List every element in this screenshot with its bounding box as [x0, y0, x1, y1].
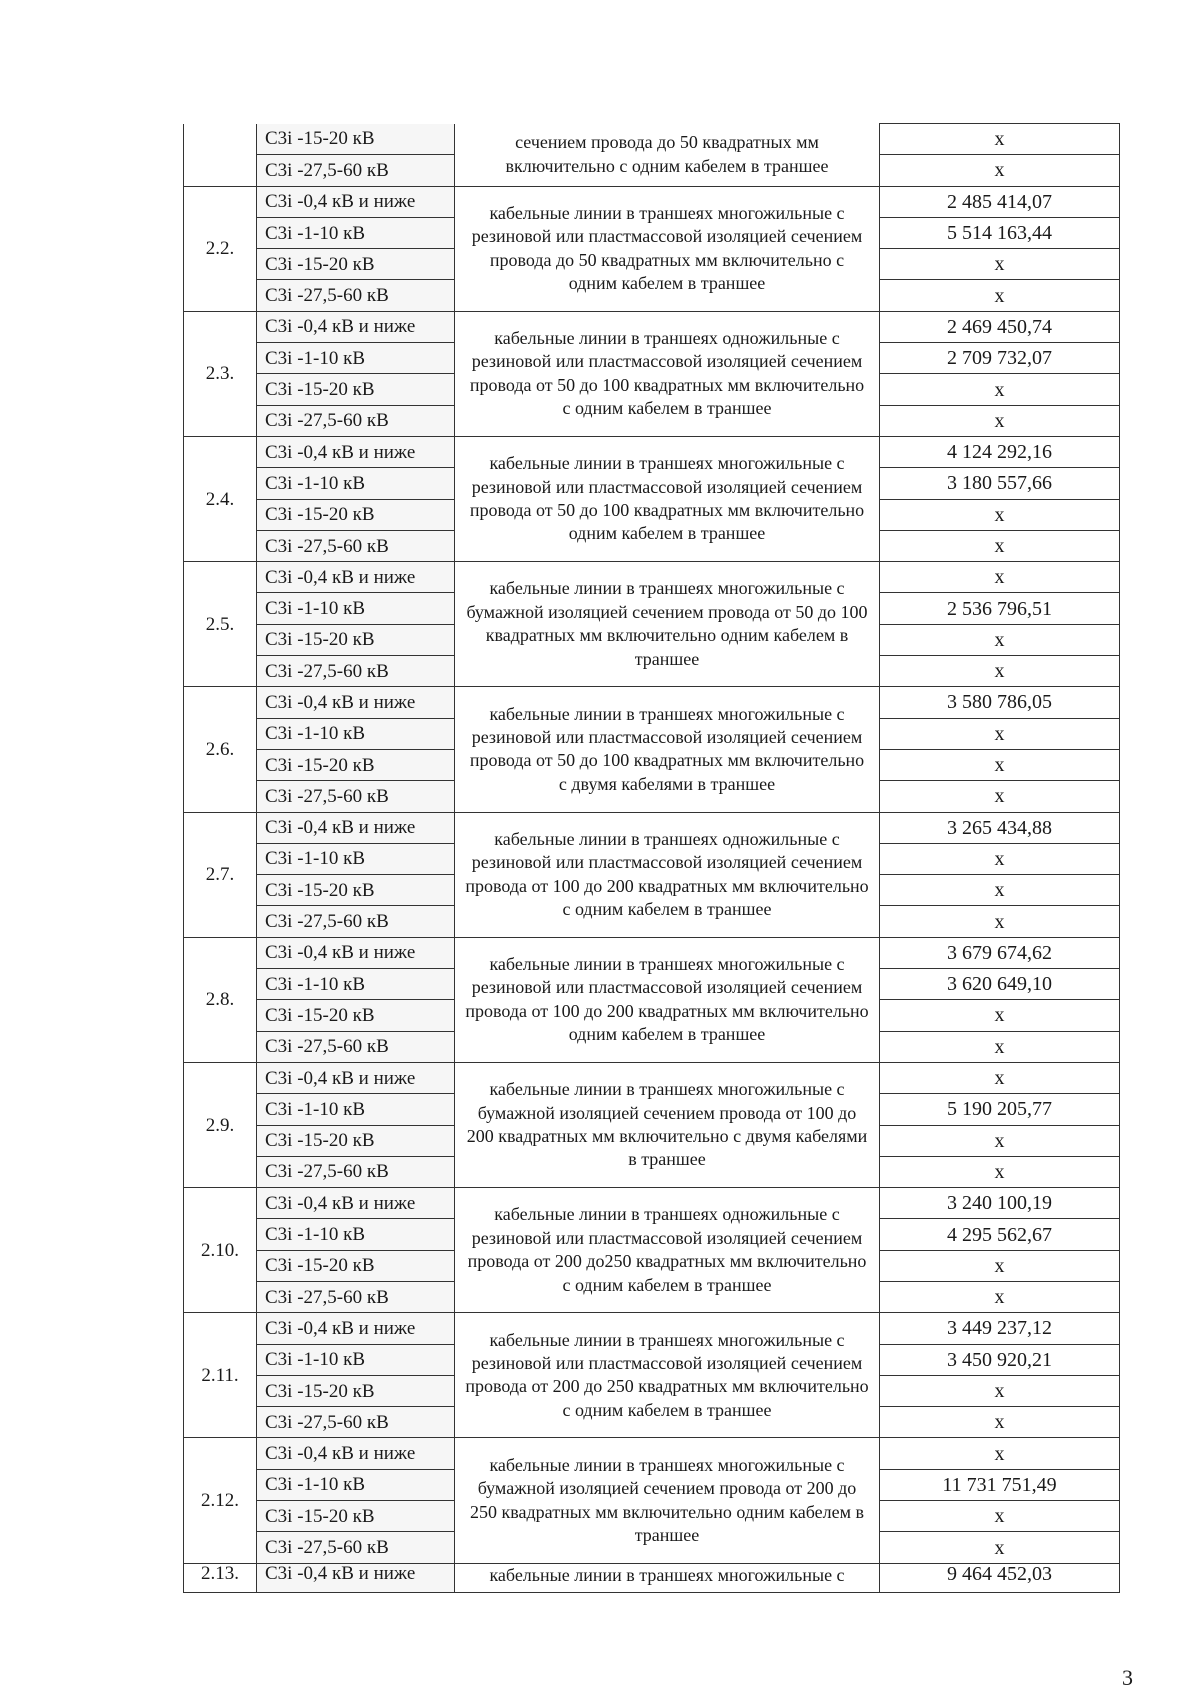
item-number-cell: 2.4. [184, 436, 257, 561]
value-cell: 9 464 452,03 [880, 1563, 1120, 1592]
table-row [184, 1563, 1120, 1592]
voltage-class-cell: С3і -0,4 кВ и ниже [257, 1188, 455, 1219]
voltage-class-cell: С3і -27,5-60 кВ [257, 1031, 455, 1062]
value-cell: х [880, 1407, 1120, 1438]
value-cell: х [880, 1031, 1120, 1062]
value-cell: х [880, 906, 1120, 937]
value-cell: х [880, 155, 1120, 186]
value-cell: х [880, 562, 1120, 593]
description-cell: кабельные линии в траншеях одножильные с резиновой или пластмассовой изоляцией сечением провода от 100 до 200 квадратных мм включительно с одним кабелем в траншее [455, 812, 880, 937]
value-cell: 3 240 100,19 [880, 1188, 1120, 1219]
voltage-class-cell: С3і -1-10 кВ [257, 969, 455, 1000]
value-cell: х [880, 781, 1120, 812]
description-cell: кабельные линии в траншеях многожильные с резиновой или пластмассовой изоляцией сечением провода от 100 до 200 квадратных мм включительно одним кабелем в траншее [455, 937, 880, 1062]
item-number-cell: 2.2. [184, 186, 257, 311]
table-row [184, 687, 1120, 718]
voltage-class-cell: С3і -27,5-60 кВ [257, 781, 455, 812]
voltage-class-cell: С3і -1-10 кВ [257, 343, 455, 374]
value-cell: х [880, 405, 1120, 436]
voltage-class-cell: С3і -0,4 кВ и ниже [257, 1313, 455, 1344]
description-cell: кабельные линии в траншеях одножильные с резиновой или пластмассовой изоляцией сечением провода от 200 до250 квадратных мм включительно с одним кабелем в траншее [455, 1188, 880, 1313]
voltage-class-cell: С3і -27,5-60 кВ [257, 656, 455, 687]
value-cell: х [880, 1438, 1120, 1469]
voltage-class-cell: С3і -15-20 кВ [257, 1375, 455, 1406]
item-number-cell [184, 124, 257, 187]
voltage-class-cell: С3і -0,4 кВ и ниже [257, 436, 455, 467]
voltage-class-cell: С3і -27,5-60 кВ [257, 155, 455, 186]
description-cell: кабельные линии в траншеях многожильные с [455, 1563, 880, 1592]
description-cell: кабельные линии в траншеях многожильные с бумажной изоляцией сечением провода от 50 до 100 квадратных мм включительно одним кабелем в траншее [455, 562, 880, 687]
value-cell: х [880, 374, 1120, 405]
table-row [184, 812, 1120, 843]
value-cell: х [880, 1062, 1120, 1093]
voltage-class-cell: С3і -15-20 кВ [257, 875, 455, 906]
item-number-cell: 2.3. [184, 311, 257, 436]
item-number-cell: 2.12. [184, 1438, 257, 1563]
description-cell: кабельные линии в траншеях многожильные с бумажной изоляцией сечением провода от 100 до 200 квадратных мм включительно с двумя кабелями в траншее [455, 1062, 880, 1187]
value-cell: 3 449 237,12 [880, 1313, 1120, 1344]
table-row [184, 937, 1120, 968]
value-cell: 4 124 292,16 [880, 436, 1120, 467]
voltage-class-cell: С3і -27,5-60 кВ [257, 280, 455, 311]
voltage-class-cell: С3і -0,4 кВ и ниже [257, 937, 455, 968]
value-cell: 5 190 205,77 [880, 1094, 1120, 1125]
value-cell: х [880, 249, 1120, 280]
value-cell: х [880, 1501, 1120, 1532]
voltage-class-cell: С3і -15-20 кВ [257, 749, 455, 780]
value-cell: 3 450 920,21 [880, 1344, 1120, 1375]
description-cell: кабельные линии в траншеях многожильные с резиновой или пластмассовой изоляцией сечением провода от 200 до 250 квадратных мм включительно с одним кабелем в траншее [455, 1313, 880, 1438]
description-cell: кабельные линии в траншеях многожильные с резиновой или пластмассовой изоляцией сечением провода от 50 до 100 квадратных мм включительно с двумя кабелями в траншее [455, 687, 880, 812]
value-cell: 3 580 786,05 [880, 687, 1120, 718]
value-cell: 2 536 796,51 [880, 593, 1120, 624]
value-cell: х [880, 124, 1120, 155]
voltage-class-cell: С3і -27,5-60 кВ [257, 530, 455, 561]
value-cell: х [880, 1250, 1120, 1281]
value-cell: х [880, 843, 1120, 874]
item-number-cell: 2.10. [184, 1188, 257, 1313]
voltage-class-cell: С3і -27,5-60 кВ [257, 1281, 455, 1312]
voltage-class-cell: С3і -15-20 кВ [257, 1501, 455, 1532]
voltage-class-cell: С3і -1-10 кВ [257, 718, 455, 749]
table-row [184, 1188, 1120, 1219]
value-cell: х [880, 1532, 1120, 1563]
value-cell: 11 731 751,49 [880, 1469, 1120, 1500]
item-number-cell: 2.8. [184, 937, 257, 1062]
voltage-class-cell: С3і -0,4 кВ и ниже [257, 562, 455, 593]
voltage-class-cell: С3і -1-10 кВ [257, 468, 455, 499]
item-number-cell: 2.13. [184, 1563, 257, 1592]
description-cell: кабельные линии в траншеях многожильные с резиновой или пластмассовой изоляцией сечением провода до 50 квадратных мм включительно с одним кабелем в траншее [455, 186, 880, 311]
table-row [184, 562, 1120, 593]
voltage-class-cell: С3і -0,4 кВ и ниже [257, 812, 455, 843]
table-row [184, 1062, 1120, 1093]
tariff-table [183, 123, 1120, 1593]
voltage-class-cell: С3і -27,5-60 кВ [257, 906, 455, 937]
voltage-class-cell: С3і -15-20 кВ [257, 249, 455, 280]
value-cell: х [880, 1281, 1120, 1312]
value-cell: 3 265 434,88 [880, 812, 1120, 843]
value-cell: х [880, 624, 1120, 655]
value-cell: х [880, 530, 1120, 561]
value-cell: 3 180 557,66 [880, 468, 1120, 499]
item-number-cell: 2.6. [184, 687, 257, 812]
voltage-class-cell: С3і -15-20 кВ [257, 499, 455, 530]
voltage-class-cell: С3і -15-20 кВ [257, 624, 455, 655]
table-row [184, 1313, 1120, 1344]
value-cell: 2 469 450,74 [880, 311, 1120, 342]
item-number-cell: 2.7. [184, 812, 257, 937]
value-cell: 3 620 649,10 [880, 969, 1120, 1000]
value-cell: х [880, 1125, 1120, 1156]
item-number-cell: 2.5. [184, 562, 257, 687]
value-cell: х [880, 1000, 1120, 1031]
table-row [184, 1438, 1120, 1469]
value-cell: х [880, 280, 1120, 311]
table-row [184, 311, 1120, 342]
voltage-class-cell: С3і -15-20 кВ [257, 1250, 455, 1281]
voltage-class-cell: С3і -15-20 кВ [257, 1125, 455, 1156]
value-cell: 2 485 414,07 [880, 186, 1120, 217]
value-cell: х [880, 875, 1120, 906]
description-cell: кабельные линии в траншеях многожильные с резиновой или пластмассовой изоляцией сечением провода от 50 до 100 квадратных мм включительно одним кабелем в траншее [455, 436, 880, 561]
value-cell: х [880, 499, 1120, 530]
voltage-class-cell: С3і -27,5-60 кВ [257, 1407, 455, 1438]
voltage-class-cell: С3і -15-20 кВ [257, 374, 455, 405]
value-cell: 4 295 562,67 [880, 1219, 1120, 1250]
voltage-class-cell: С3і -1-10 кВ [257, 217, 455, 248]
item-number-cell: 2.9. [184, 1062, 257, 1187]
item-number-cell: 2.11. [184, 1313, 257, 1438]
voltage-class-cell: С3і -1-10 кВ [257, 1219, 455, 1250]
page-number: 3 [1122, 1665, 1133, 1690]
value-cell: 3 679 674,62 [880, 937, 1120, 968]
description-cell: кабельные линии в траншеях многожильные с бумажной изоляцией сечением провода от 200 до 250 квадратных мм включительно одним кабелем в траншее [455, 1438, 880, 1563]
voltage-class-cell: С3і -27,5-60 кВ [257, 1156, 455, 1187]
value-cell: 5 514 163,44 [880, 217, 1120, 248]
voltage-class-cell: С3і -0,4 кВ и ниже [257, 1438, 455, 1469]
description-cell: кабельные линии в траншеях одножильные с резиновой или пластмассовой изоляцией сечением провода от 50 до 100 квадратных мм включительно с одним кабелем в траншее [455, 311, 880, 436]
voltage-class-cell: С3і -1-10 кВ [257, 1469, 455, 1500]
value-cell: х [880, 749, 1120, 780]
value-cell: х [880, 1375, 1120, 1406]
voltage-class-cell: С3і -1-10 кВ [257, 1344, 455, 1375]
table-row [184, 436, 1120, 467]
voltage-class-cell: С3і -0,4 кВ и ниже [257, 1062, 455, 1093]
voltage-class-cell: С3і -0,4 кВ и ниже [257, 186, 455, 217]
voltage-class-cell: С3і -1-10 кВ [257, 1094, 455, 1125]
voltage-class-cell: С3і -0,4 кВ и ниже [257, 687, 455, 718]
description-cell: сечением провода до 50 квадратных мм включительно с одним кабелем в траншее [455, 124, 880, 187]
voltage-class-cell: С3і -1-10 кВ [257, 843, 455, 874]
value-cell: х [880, 1156, 1120, 1187]
voltage-class-cell: С3і -15-20 кВ [257, 1000, 455, 1031]
tariff-table-body [184, 124, 1120, 1593]
voltage-class-cell: С3і -1-10 кВ [257, 593, 455, 624]
voltage-class-cell: С3і -0,4 кВ и ниже [257, 311, 455, 342]
voltage-class-cell: С3і -0,4 кВ и ниже [257, 1563, 455, 1592]
table-row [184, 186, 1120, 217]
voltage-class-cell: С3і -27,5-60 кВ [257, 1532, 455, 1563]
table-row [184, 124, 1120, 155]
voltage-class-cell: С3і -15-20 кВ [257, 124, 455, 155]
value-cell: 2 709 732,07 [880, 343, 1120, 374]
value-cell: х [880, 656, 1120, 687]
voltage-class-cell: С3і -27,5-60 кВ [257, 405, 455, 436]
value-cell: х [880, 718, 1120, 749]
